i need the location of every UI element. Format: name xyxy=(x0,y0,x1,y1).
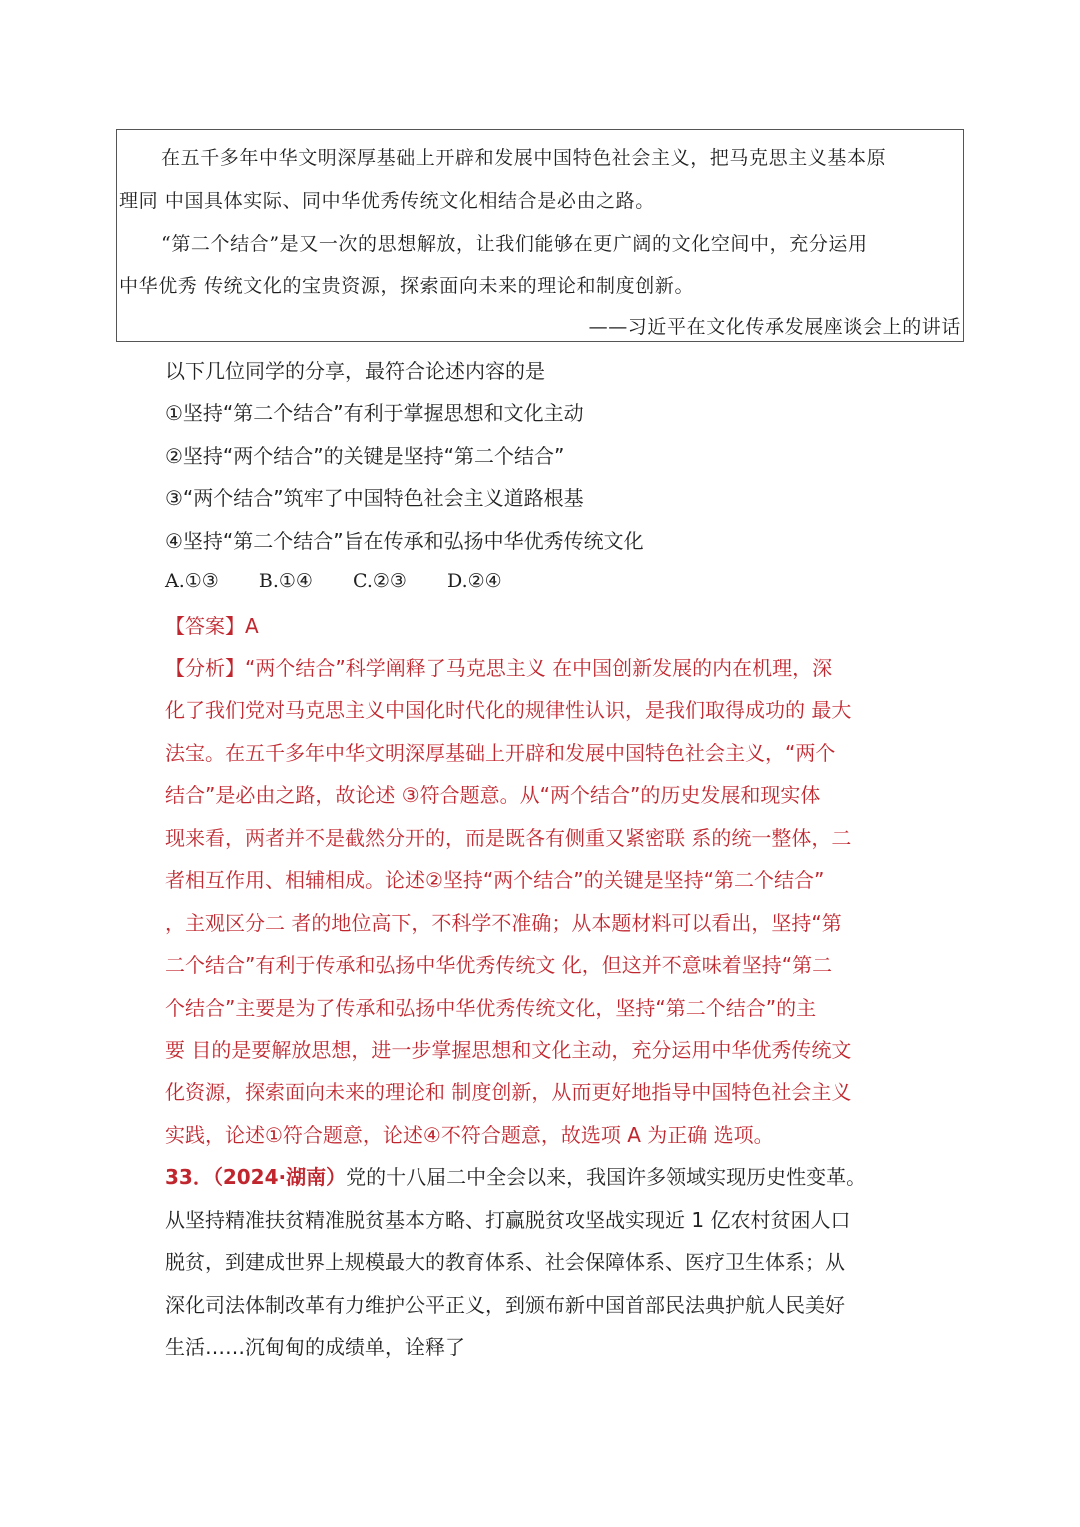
quote-line: “第二个结合”是又一次的思想解放，让我们能够在更广阔的文化空间中，充分运用 xyxy=(161,233,868,255)
analysis-line: 结合”是必由之路，故论述 ③符合题意。从“两个结合”的历史发展和现实体 xyxy=(165,783,821,807)
choice-c: C.②③ xyxy=(353,570,407,592)
analysis-line: 化了我们党对马克思主义中国化时代化的规律性认识，是我们取得成功的 最大 xyxy=(165,698,852,722)
analysis-line: 【分析】“两个结合”科学阐释了马克思主义 在中国创新发展的内在机理，深 xyxy=(165,656,833,680)
statement-2: ②坚持“两个结合”的关键是坚持“第二个结合” xyxy=(165,444,565,468)
question-number: 33． xyxy=(165,1165,213,1189)
question-source-tag: （2024·湖南） xyxy=(212,1165,347,1189)
analysis-line: 要 目的是要解放思想，进一步掌握思想和文化主动，充分运用中华优秀传统文 xyxy=(165,1038,852,1062)
next-question-line-1 xyxy=(165,1161,866,1190)
choice-a: A.①③ xyxy=(165,570,219,592)
next-question-line: 深化司法体制改革有力维护公平正义，到颁布新中国首部民法典护航人民美好 xyxy=(165,1293,845,1317)
quote-line: 理同 中国具体实际、同中华优秀传统文化相结合是必由之路。 xyxy=(119,190,655,212)
statement-4: ④坚持“第二个结合”旨在传承和弘扬中华优秀传统文化 xyxy=(165,529,644,553)
quote-source: ——习近平在文化传承发展座谈会上的讲话 xyxy=(588,316,961,338)
analysis-line: 者相互作用、相辅相成。论述②坚持“两个结合”的关键是坚持“第二个结合” xyxy=(165,868,825,892)
next-question-line: 从坚持精准扶贫精准脱贫基本方略、打赢脱贫攻坚战实现近 1 亿农村贫困人口 xyxy=(165,1208,851,1232)
statement-1: ①坚持“第二个结合”有利于掌握思想和文化主动 xyxy=(165,401,584,425)
question-stem: 以下几位同学的分享，最符合论述内容的是 xyxy=(165,359,545,383)
analysis-line: 实践，论述①符合题意，论述④不符合题意，故选项 A 为正确 选项。 xyxy=(165,1123,774,1147)
answer-label: 【答案】A xyxy=(165,614,259,638)
analysis-line: 化资源，探索面向未来的理论和 制度创新，从而更好地指导中国特色社会主义 xyxy=(165,1080,852,1104)
quote-line: 在五千多年中华文明深厚基础上开辟和发展中国特色社会主义，把马克思主义基本原 xyxy=(161,147,887,169)
quote-line: 中华优秀 传统文化的宝贵资源，探索面向未来的理论和制度创新。 xyxy=(119,275,695,297)
analysis-line: ，主观区分二 者的地位高下，不科学不准确；从本题材料可以看出，坚持“第 xyxy=(165,911,842,935)
quote-box xyxy=(116,129,964,342)
analysis-line: 个结合”主要是为了传承和弘扬中华优秀传统文化，坚持“第二个结合”的主 xyxy=(165,996,817,1020)
question-text: 党的十八届二中全会以来，我国许多领域实现历史性变革。 xyxy=(346,1165,867,1189)
statement-3: ③“两个结合”筑牢了中国特色社会主义道路根基 xyxy=(165,486,584,510)
choice-d: D.②④ xyxy=(447,570,502,592)
next-question-line: 生活……沉甸甸的成绩单，诠释了 xyxy=(165,1335,465,1359)
analysis-line: 法宝。在五千多年中华文明深厚基础上开辟和发展中国特色社会主义，“两个 xyxy=(165,741,836,765)
answer-choices xyxy=(165,570,536,592)
choice-b: B.①④ xyxy=(258,570,313,592)
analysis-line: 二个结合”有利于传承和弘扬中华优秀传统文 化，但这并不意味着坚持“第二 xyxy=(165,953,833,977)
analysis-line: 现来看，两者并不是截然分开的，而是既各有侧重又紧密联 系的统一整体，二 xyxy=(165,826,852,850)
next-question-line: 脱贫，到建成世界上规模最大的教育体系、社会保障体系、医疗卫生体系；从 xyxy=(165,1250,845,1274)
